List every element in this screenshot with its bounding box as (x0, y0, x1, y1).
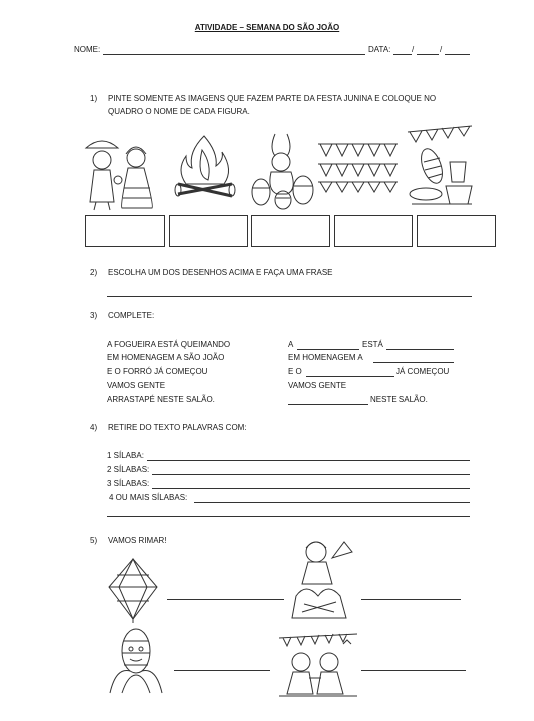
syllable-label: 3 SÍLABAS: (107, 479, 150, 488)
answer-box-4[interactable] (334, 215, 413, 247)
syllable-label: 1 SÍLABA: (107, 451, 144, 460)
syllable-answer-line[interactable] (107, 516, 470, 517)
date-month-field[interactable] (417, 54, 439, 55)
date-day-field[interactable] (393, 54, 412, 55)
poem-line: A FOGUEIRA ESTÁ QUEIMANDO (107, 340, 231, 349)
rhyme-answer-line[interactable] (361, 599, 461, 600)
answer-box-2[interactable] (169, 215, 248, 247)
junina-dance-drawing (277, 632, 359, 698)
poem-line: EM HOMENAGEM A SÃO JOÃO (107, 353, 225, 362)
syllable-label: 4 OU MAIS SÍLABAS: (109, 493, 188, 502)
fill-text: NESTE SALÃO. (370, 395, 428, 404)
rhyme-answer-line[interactable] (174, 670, 270, 671)
blank-line[interactable] (386, 349, 454, 350)
fill-text: JÁ COMEÇOU (396, 367, 450, 376)
bunting-flags-drawing[interactable] (318, 138, 398, 192)
sentence-answer-line[interactable] (107, 296, 472, 297)
fill-text: A (288, 340, 294, 349)
syllable-label: 2 SÍLABAS: (107, 465, 150, 474)
question-number: 4) (90, 423, 98, 432)
question-number: 1) (90, 94, 98, 103)
rhyme-answer-line[interactable] (361, 670, 466, 671)
syllable-answer-line[interactable] (152, 474, 470, 475)
answer-box-3[interactable] (251, 215, 330, 247)
name-label: NOME: (74, 45, 101, 54)
fill-text: ESTÁ (362, 340, 383, 349)
question-5-text: VAMOS RIMAR! (108, 536, 167, 545)
rhyme-answer-line[interactable] (167, 599, 284, 600)
date-separator: / (440, 45, 443, 54)
bonfire-drawing[interactable] (172, 132, 238, 208)
blank-line[interactable] (297, 349, 359, 350)
easter-bunny-drawing[interactable] (247, 130, 319, 210)
caipira-couple-drawing[interactable] (80, 132, 162, 212)
answer-box-5[interactable] (417, 215, 496, 247)
poem-line: VAMOS GENTE (107, 381, 166, 390)
poem-line: E O FORRÓ JÁ COMEÇOU (107, 367, 208, 376)
fill-text: EM HOMENAGEM A (288, 353, 363, 362)
corn-drawing (104, 627, 168, 695)
question-1-text: PINTE SOMENTE AS IMAGENS QUE FAZEM PARTE DA FESTA JUNINA E COLOQUE NO (108, 94, 437, 103)
syllable-answer-line[interactable] (147, 460, 470, 461)
page-title: ATIVIDADE – SEMANA DO SÃO JOÃO (194, 23, 340, 32)
syllable-answer-line[interactable] (194, 502, 470, 503)
festa-junina-food-drawing[interactable] (406, 124, 474, 208)
question-3-label: COMPLETE: (108, 311, 155, 320)
answer-box-1[interactable] (85, 215, 165, 247)
date-year-field[interactable] (445, 54, 470, 55)
blank-line[interactable] (306, 376, 394, 377)
poem-line: ARRASTAPÉ NESTE SALÃO. (107, 395, 215, 404)
name-field[interactable] (103, 54, 365, 55)
date-label: DATA: (368, 45, 391, 54)
balloon-drawing (105, 557, 161, 623)
date-separator: / (412, 45, 415, 54)
question-2-text: ESCOLHA UM DOS DESENHOS ACIMA E FAÇA UMA FRASE (108, 268, 333, 277)
syllable-answer-line[interactable] (152, 488, 470, 489)
kid-balloon-drawing (282, 538, 358, 624)
question-number: 2) (90, 268, 98, 277)
blank-line[interactable] (373, 362, 454, 363)
fill-text: E O (288, 367, 302, 376)
blank-line[interactable] (288, 404, 368, 405)
question-number: 3) (90, 311, 98, 320)
question-number: 5) (90, 536, 98, 545)
question-4-text: RETIRE DO TEXTO PALAVRAS COM: (108, 423, 247, 432)
fill-text: VAMOS GENTE (288, 381, 347, 390)
question-1-text: QUADRO O NOME DE CADA FIGURA. (108, 107, 250, 116)
